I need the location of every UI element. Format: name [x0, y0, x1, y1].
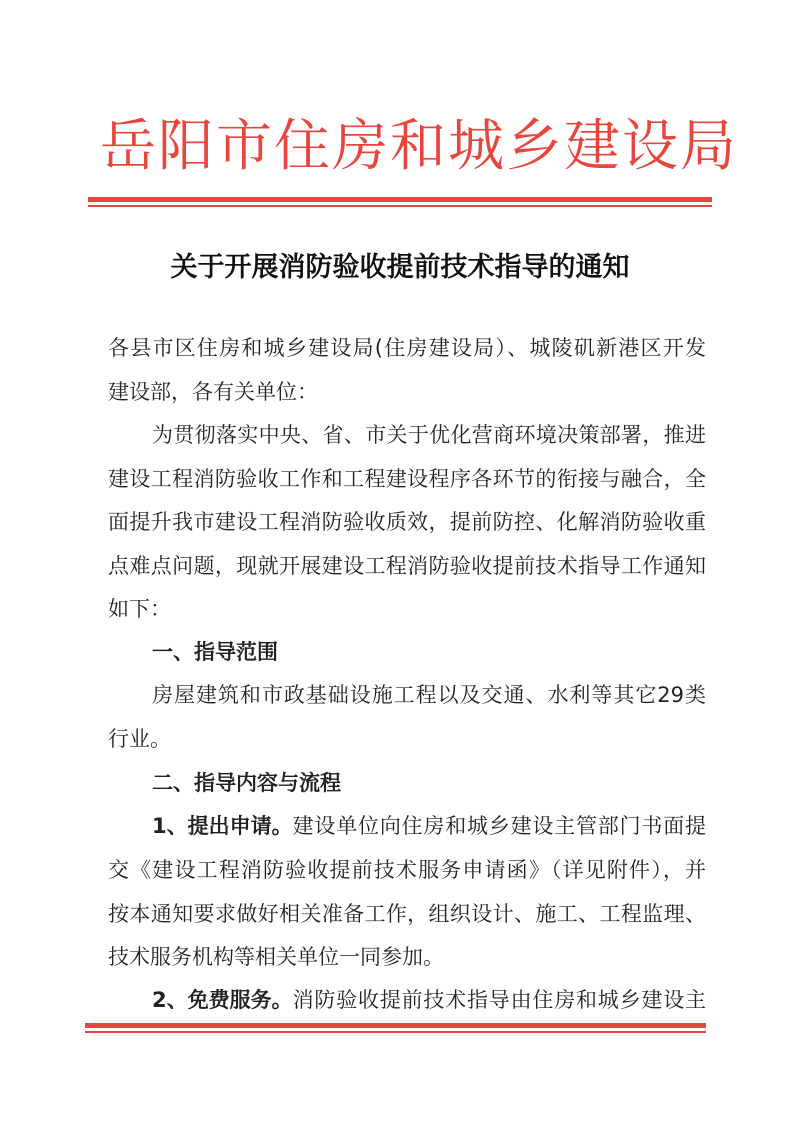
item1-line: 交《建设工程消防验收提前技术服务申请函》（详见附件），并: [108, 858, 706, 882]
section-heading: 一、指导范围: [152, 640, 278, 664]
item1-text: 建设单位向住房和城乡建设主管部门书面提: [292, 814, 706, 838]
header-rule-thin: [88, 205, 712, 207]
section1-line: 房屋建筑和市政基础设施工程以及交通、水利等其它29类: [152, 683, 706, 707]
intro-line: 点难点问题，现就开展建设工程消防验收提前技术指导工作通知: [108, 554, 706, 578]
item1-label: 1、提出申请。: [152, 814, 293, 838]
section1-line: 行业。: [108, 727, 171, 751]
section-heading: 二、指导内容与流程: [152, 771, 341, 795]
item2-label: 2、免费服务。: [152, 988, 293, 1012]
item1-line: 按本通知要求做好相关准备工作，组织设计、施工、工程监理、: [108, 902, 706, 926]
footer-rule-thin: [85, 1031, 706, 1033]
item1-first-line: [152, 811, 706, 841]
salutation-line: 各县市区住房和城乡建设局(住房建设局）、城陵矶新港区开发: [108, 336, 706, 360]
masthead: 岳阳市住房和城乡建设局: [100, 114, 738, 179]
intro-line: 如下：: [108, 597, 171, 621]
item2-text: 消防验收提前技术指导由住房和城乡建设主: [292, 988, 706, 1012]
footer-rule-thick: [85, 1023, 706, 1028]
document-title: 关于开展消防验收提前技术指导的通知: [170, 252, 630, 283]
intro-line: 面提升我市建设工程消防验收质效，提前防控、化解消防验收重: [108, 510, 706, 534]
item2-first-line: [152, 985, 706, 1015]
header-rule-thick: [88, 197, 712, 202]
item1-line: 技术服务机构等相关单位一同参加。: [108, 945, 444, 969]
intro-line: 建设工程消防验收工作和工程建设程序各环节的衔接与融合，全: [108, 467, 706, 491]
intro-line: 为贯彻落实中央、省、市关于优化营商环境决策部署，推进: [152, 423, 706, 447]
salutation-line: 建设部，各有关单位：: [108, 380, 318, 404]
